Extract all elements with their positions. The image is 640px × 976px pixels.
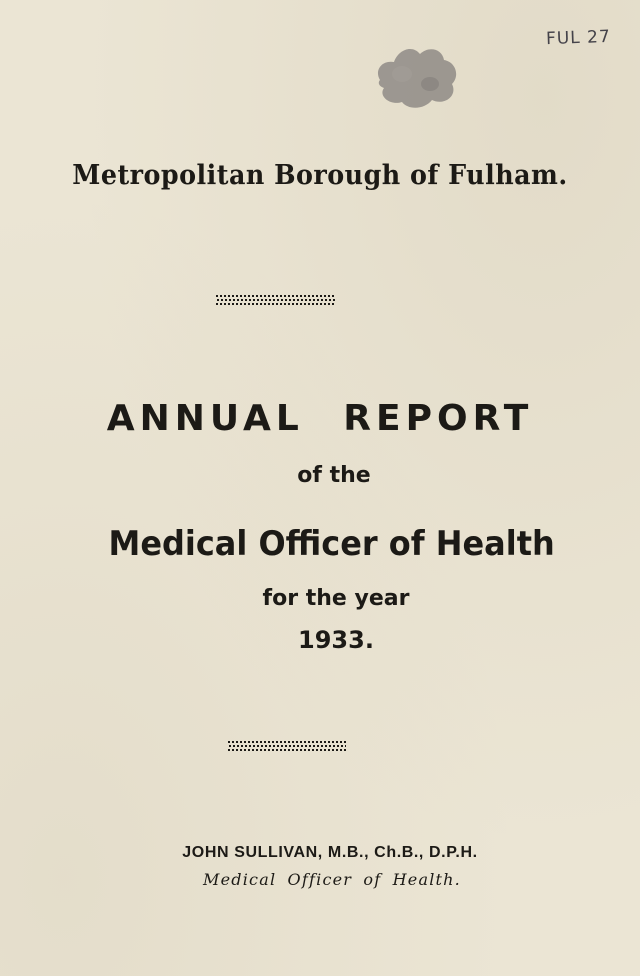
ornamental-divider-bottom <box>228 740 346 752</box>
author-role: Medical Officer of Health. <box>203 870 461 889</box>
report-year: 1933. <box>298 626 374 654</box>
author-name: JOHN SULLIVAN, M.B., Ch.B., D.P.H. <box>182 844 478 861</box>
of-the-line: of the <box>297 463 371 488</box>
officer-title: Medical Officer of Health <box>108 524 555 564</box>
borough-heading: Metropolitan Borough of Fulham. <box>72 160 568 191</box>
report-title: ANNUAL REPORT <box>106 398 534 439</box>
archive-reference: FUL 27 <box>545 26 612 50</box>
for-the-year-line: for the year <box>262 586 410 611</box>
ornamental-divider-top <box>216 294 336 306</box>
paper-stain <box>372 40 462 112</box>
